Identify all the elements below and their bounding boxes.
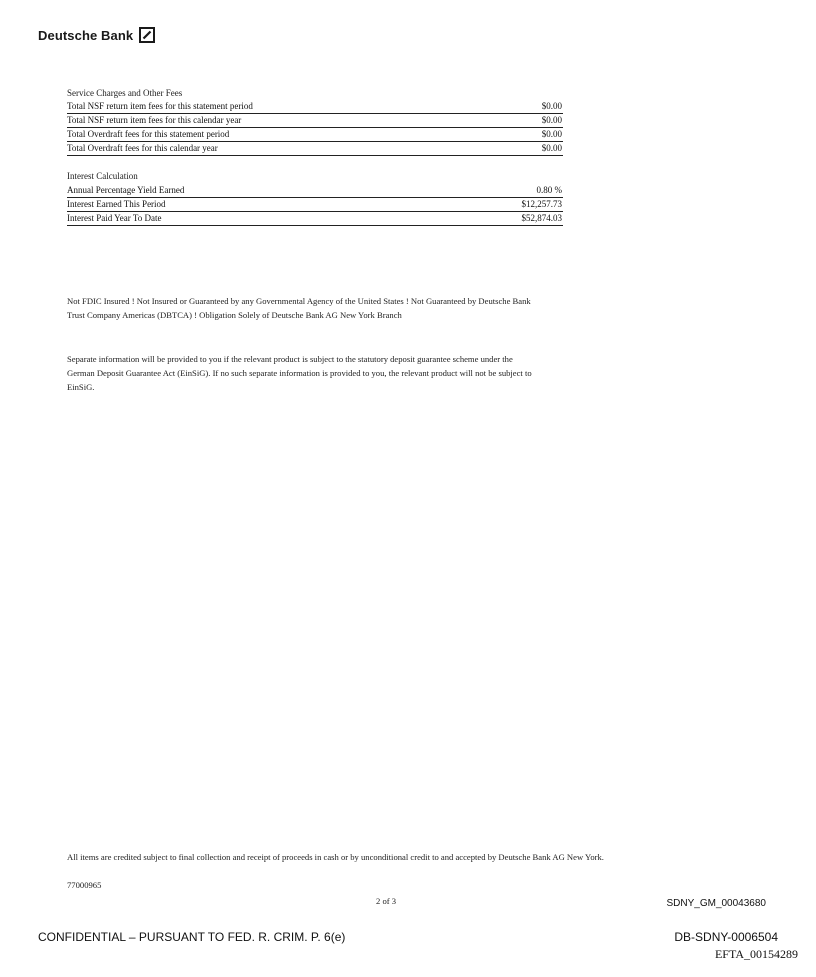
interest-calculation-table (67, 184, 563, 226)
fdic-disclaimer: Not FDIC Insured ! Not Insured or Guaranteed by any Governmental Agency of the United States ! Not Guaranteed by Deutsche Bank Trust Company Americas (DBTCA) ! Obligation Solely of Deutsche Bank AG New York Branch (67, 296, 531, 320)
sdny-bates-number: SDNY_GM_00043680 (666, 898, 766, 909)
table-row (67, 142, 563, 156)
row-value: $12,257.73 (521, 199, 562, 209)
interest-calculation-heading: Interest Calculation (67, 171, 138, 181)
table-row (67, 100, 563, 114)
efta-number: EFTA_00154289 (714, 947, 798, 961)
einsig-disclaimer: Separate information will be provided to you if the relevant product is subject to the statutory deposit guarantee scheme under the German Deposit Guarantee Act (EinSiG). If no such separate information is provided to you, the relevant product will not be subject to EinSiG. (67, 354, 532, 392)
service-charges-table (67, 100, 563, 156)
row-label: Interest Earned This Period (67, 199, 166, 209)
bank-name: Deutsche Bank (38, 27, 134, 43)
deutsche-bank-logo-icon (139, 27, 155, 43)
page-number: 2 of 3 (376, 896, 397, 906)
confidential-notice: CONFIDENTIAL – PURSUANT TO FED. R. CRIM. P. 6(e) (38, 930, 346, 944)
row-value: $52,874.03 (521, 213, 562, 223)
row-value: $0.00 (541, 143, 562, 153)
table-row (67, 212, 563, 226)
service-charges-heading: Service Charges and Other Fees (67, 88, 183, 98)
table-row (67, 114, 563, 128)
row-label: Total Overdraft fees for this statement period (67, 129, 230, 139)
row-label: Total Overdraft fees for this calendar year (67, 143, 218, 153)
db-bates-number: DB-SDNY-0006504 (674, 930, 778, 944)
row-label: Total NSF return item fees for this calendar year (67, 115, 242, 125)
row-label: Total NSF return item fees for this statement period (67, 101, 253, 111)
bank-logo (38, 27, 155, 43)
row-value: $0.00 (541, 115, 562, 125)
row-label: Interest Paid Year To Date (67, 213, 162, 223)
row-value: 0.80 % (536, 185, 562, 195)
row-value: $0.00 (541, 101, 562, 111)
row-value: $0.00 (541, 129, 562, 139)
collection-note: All items are credited subject to final collection and receipt of proceeds in cash or by unconditional credit to and accepted by Deutsche Bank AG New York. (67, 852, 604, 862)
table-row (67, 128, 563, 142)
table-row (67, 198, 563, 212)
table-row (67, 184, 563, 198)
row-label: Annual Percentage Yield Earned (67, 185, 185, 195)
document-code: 77000965 (67, 880, 102, 890)
